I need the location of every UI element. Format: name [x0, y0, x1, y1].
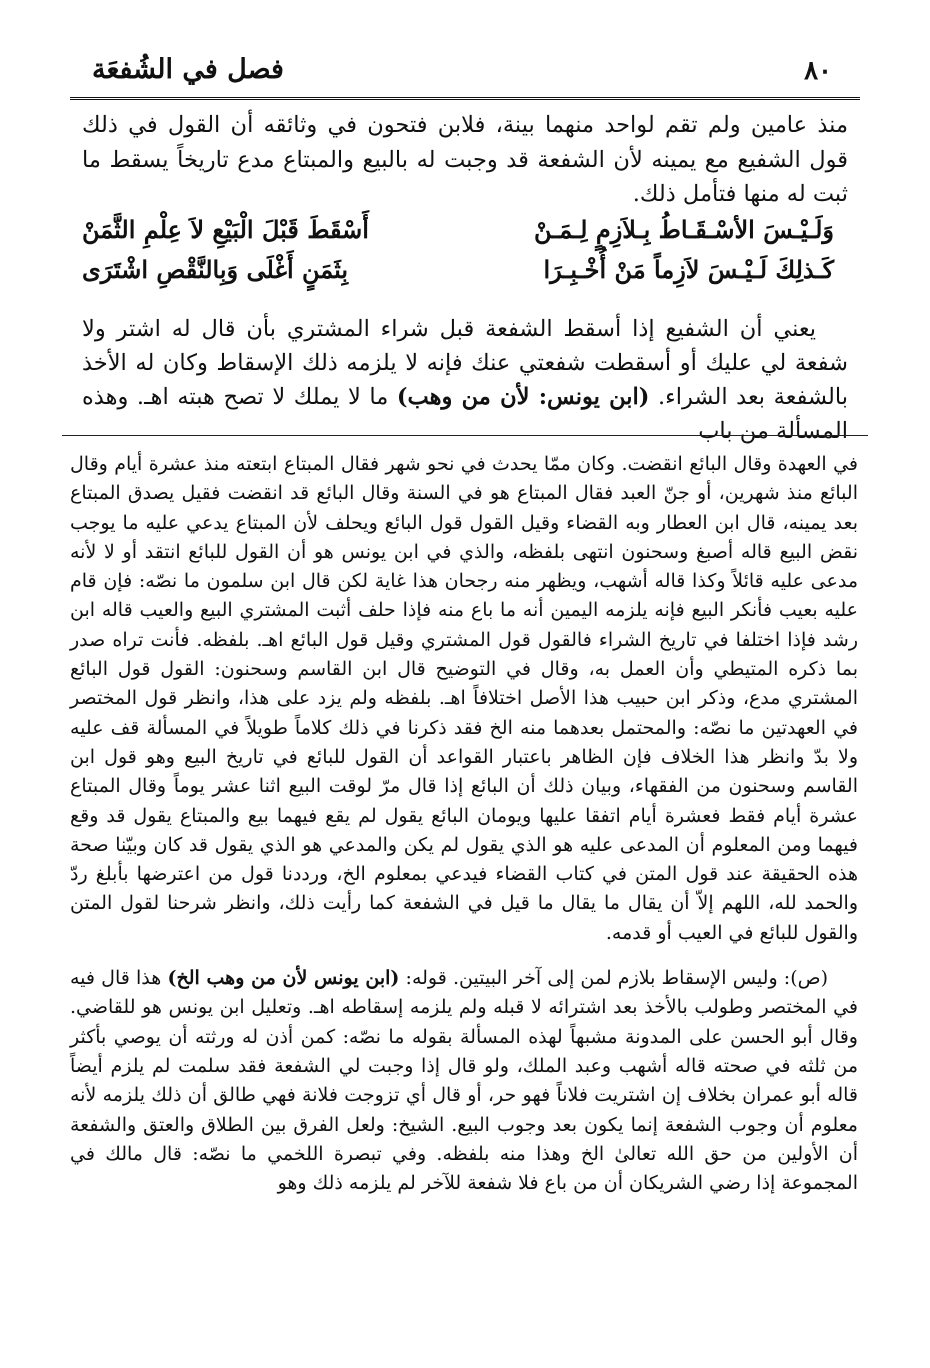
verse-first-hemistich: وَلَـيْـسَ الأسْـقَـاطُ بِـلاَزِمٍ لِـمَـنْ	[533, 215, 834, 244]
verse-second-hemistich: أَسْقَطَ قَبْلَ الْبَيْعِ لاَ عِلْمِ الثَّمَنْ	[82, 215, 369, 244]
main-paragraph-2	[82, 312, 848, 448]
main-paragraph-2-text: يعني أن الشفيع إذا أسقط الشفعة قبل شراء المشتري بأن قال له اشتر ولا شفعة لي عليك أو أسقطت شفعتي عنك فإنه لا يلزمه ذلك الإسقاط وكان له الأخذ بالشفعة بعد الشراء.	[82, 316, 849, 410]
verse-block	[82, 215, 848, 295]
main-paragraph-1: منذ عامين ولم تقم لواحد منهما بينة، فلابن فتحون في وثائقه أن القول في ذلك قول الشفيع مع يمينه لأن الشفعة قد وجبت له بالبيع والمبتاع مدع تاريخاً يسقط ما ثبت له منها فتأمل ذلك.	[82, 112, 848, 207]
page-header	[70, 52, 860, 104]
citation-ibn-yunus: (ابن يونس: لأن من وهب)	[396, 384, 650, 410]
header-rule	[70, 97, 860, 100]
page-number: ٨٠	[804, 56, 832, 86]
commentary-paragraph-2-end: هذا قال فيه في المختصر وطولب بالأخذ بعد اشترائه لا قبله ولم يلزمه إسقاطه اهـ. وتعليل ابن يونس هو للقاضي. وقال أبو الحسن على المدونة مشبهاً لهذه المسألة بقوله ما نصّه: كمن أذن له ورثته أن يوصي بأكثر من ثلثه في صحته قاله أشهب وعبد الملك، ولو قال إذا وجبت لي الشفعة فقد سلمت لم يلزم أيضاً قاله أبو عمران بخلاف إن اشتريت فلاناً فهو حر، أو قال أي تزوجت فلانة فهي طالق أن ذلك يلزمه لأنه معلوم أن وجوب الشفعة إنما يكون بعد وجوب البيع. الشيخ: ولعل الفرق بين الطلاق والعتق والشفعة أن الأولين من حق الله تعالىٰ الخ وهذا منه بلفظه. وفي تبصرة اللخمي ما نصّه: قال مالك في المجموعة إذا رضي الشريكان أن من باع فلا شفعة للآخر لم يلزمه ذلك وهو	[70, 967, 858, 1195]
verse-line	[82, 215, 848, 253]
running-title: فصل في الشُفعَة	[92, 54, 284, 85]
main-paragraph-2-end: ما لا يملك لا تصح هبته اهـ. وهذه المسألة من باب	[82, 384, 848, 444]
commentary-paragraph-2	[70, 964, 858, 1198]
verse-second-hemistich: بِثَمَنٍ أَغْلَى وَبِالنَّقْصِ اشْتَرَى	[82, 255, 349, 284]
verse-first-hemistich: كَـذلِكَ لَـيْـسَ لاَزِماً مَنْ أُخْـبِـرَا	[543, 255, 834, 284]
commentary-block	[70, 450, 858, 1198]
commentary-citation: (ابن يونس لأن من وهب الخ)	[167, 967, 400, 990]
commentary-paragraph-2-start: (ص): وليس الإسقاط بلازم لمن إلى آخر البيتين. قوله:	[399, 967, 828, 990]
commentary-paragraph-1: في العهدة وقال البائع انقضت. وكان ممّا يحدث في نحو شهر فقال المبتاع ابتعته منذ عشرة أيام وقال البائع منذ شهرين، أو جنّ العبد فقال المبتاع هو في السنة وقال البائع قد انقضت فقيل يصدق المبتاع بعد يمينه، قال ابن العطار وبه القضاء وقيل القول قول البائع ويحلف لأن المبتاع يدعي عليه ما يوجب نقض البيع قاله أصبغ وسحنون انتهى بلفظه، والذي في ابن يونس هو أن القول للبائع انتقد أو لا لأنه مدعى عليه قائلاً وكذا قاله أشهب، ويظهر منه رجحان هذا غاية لكن قال ابن سلمون ما نصّه: فإن قام عليه بعيب فأنكر البيع فإنه يلزمه اليمين أنه ما باع منه فإذا حلف أثبت المشتري البيع والعيب قاله ابن رشد فإذا اختلفا في تاريخ الشراء فالقول قول المشتري وقيل قول البائع اهـ. بلفظه. فأنت تراه صدر بما ذكره المتيطي وأن العمل به، وقال في التوضيح قال ابن القاسم وسحنون: القول قول البائع المشتري مدع، وذكر ابن حبيب هذا الأصل اختلافاً اهـ. بلفظه ولم يزد على هذا، وانظر قول المختصر في العهدتين ما نصّه: والمحتمل بعدهما منه الخ فقد ذكرنا في ذلك كلاماً طويلاً في المسألة قف عليه ولا بدّ وانظر هذا الخلاف فإن الظاهر باعتبار القواعد أن القول للبائع في تاريخ البيع وهو قول ابن القاسم وسحنون من الفقهاء، وبيان ذلك أن البائع إذا قال مرّ لوقت البيع اثنا عشر يوماً وقال المبتاع عشرة أيام فقط فعشرة أيام اتفقا عليها ويومان البائع يقول لم يقع فيهما بيع والمبتاع يقول قد وقع فيهما ومن المعلوم أن المدعى عليه هو الذي يقول لم يكن والمدعي هو الذي يقول قد كان وبيّنا صحة هذه الحقيقة عند قول المتن في كتاب القضاء فيدعي بمعلوم الخ، ورددنا قول من اعترضها بأبلغ ردّ والحمد لله، اللهم إلاّ أن يقال ما يقال ما قيل في الشفعة كما رأيت ذلك، وانظر شرحنا لقول المتن والقول للبائع في العيب أو قدمه.	[70, 453, 858, 944]
main-text	[82, 108, 848, 212]
verse-line	[82, 255, 848, 293]
main-text-continued	[82, 312, 848, 448]
footnote-divider	[62, 435, 868, 436]
